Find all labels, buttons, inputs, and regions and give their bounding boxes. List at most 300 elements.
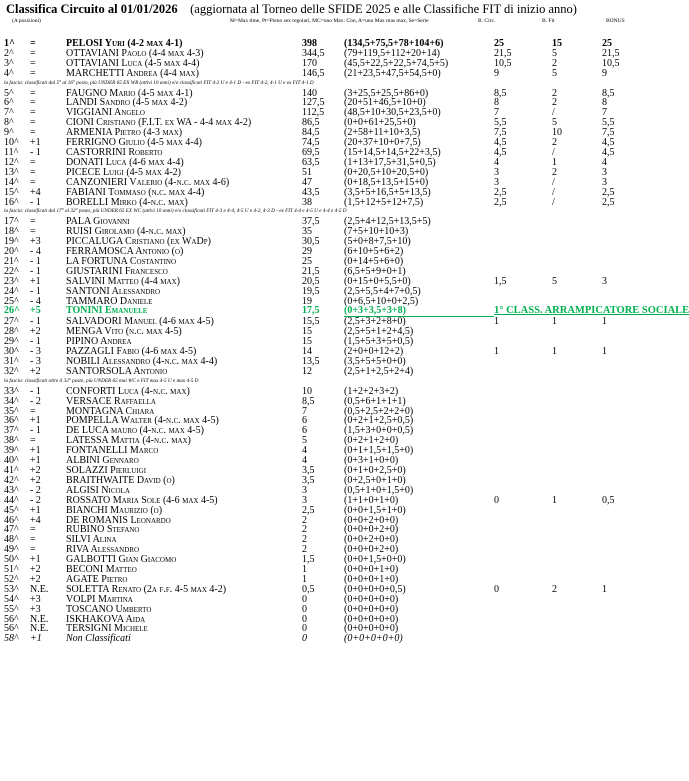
bonus-total: 2,5	[602, 196, 615, 208]
bonus-total: 7,5	[602, 127, 615, 139]
player-name: FERRIGNO Giulio (4-5 max 4-4)	[66, 137, 202, 149]
player-name: TAMMARO Daniele	[66, 295, 153, 307]
points-detail: (1,5+3+0+0+0,5)	[344, 425, 414, 437]
points-detail: (0,5+1+0+1,5+0)	[344, 484, 414, 496]
rank-variation: - 1	[30, 146, 41, 158]
rank-position: 9^	[4, 127, 14, 139]
bonus-circuit: 0	[494, 583, 499, 595]
total-points: 19	[302, 295, 312, 307]
player-name: MONTAGNA Chiara	[66, 405, 155, 417]
bonus-total	[602, 605, 656, 615]
bonus-total: 1	[602, 583, 607, 595]
bonus-fit	[552, 387, 602, 397]
bonus-total: 0,5	[602, 494, 615, 506]
rank-variation: N.E.	[30, 623, 49, 635]
rank-position: 49^	[4, 544, 19, 556]
bonus-circuit: 8	[494, 97, 499, 109]
bonus-total: 8	[602, 97, 607, 109]
bonus-total	[602, 217, 656, 227]
player-name: RIVA Alessandro	[66, 544, 139, 556]
rank-variation: - 1	[30, 385, 41, 397]
player-name: BECONI Matteo	[66, 564, 137, 576]
rank-position: 40^	[4, 455, 19, 467]
bonus-total	[602, 575, 656, 585]
player-name: SANTONI Alessandro	[66, 285, 161, 297]
player-name: LA FORTUNA Costantino	[66, 255, 177, 267]
ranking-table	[4, 38, 689, 645]
bonus-circuit	[494, 387, 552, 397]
header-bfit: B. Fit	[542, 18, 555, 24]
bonus-fit	[552, 595, 602, 605]
points-detail: (0+14+5+6+0)	[344, 255, 404, 267]
points-detail: (0+2+1+2+0)	[344, 435, 399, 447]
bonus-fit: 5	[552, 67, 557, 79]
rank-position: 41^	[4, 464, 19, 476]
bonus-fit	[552, 327, 602, 337]
bonus-circuit	[494, 506, 552, 516]
bonus-circuit	[494, 287, 552, 297]
bonus-circuit	[494, 605, 552, 615]
player-name: MENGA Vito (n.c. max 4-5)	[66, 326, 182, 338]
bonus-circuit	[494, 446, 552, 456]
bonus-total	[602, 416, 656, 426]
rank-position: 28^	[4, 326, 19, 338]
player-name: VOLPI Martina	[66, 593, 133, 605]
bonus-total	[602, 387, 656, 397]
total-points: 15	[302, 336, 312, 348]
total-points: 25	[302, 255, 312, 267]
bonus-total	[602, 535, 656, 545]
bonus-fit: 5	[552, 47, 557, 59]
total-points: 21,5	[302, 265, 320, 277]
bonus-fit	[552, 634, 602, 644]
bonus-fit	[552, 516, 602, 526]
points-detail: (3,5+5+16,5+5+13,5)	[344, 186, 431, 198]
points-detail: (2+58+11+10+3,5)	[344, 127, 421, 139]
player-name: GIUSTARINI Francesco	[66, 265, 168, 277]
points-detail: (134,5+75,5+78+104+6)	[344, 38, 444, 49]
bonus-total	[602, 506, 656, 516]
bonus-total: 1	[602, 315, 607, 327]
rank-variation: =	[30, 435, 36, 447]
total-points: 30,5	[302, 236, 320, 248]
rank-variation: =	[30, 524, 36, 536]
rank-position: 12^	[4, 156, 19, 168]
total-points: 3,5	[302, 464, 315, 476]
rank-position: 19^	[4, 236, 19, 248]
rank-position: 27^	[4, 315, 19, 327]
player-name: CANZONIERI Valerio (4-n.c. max 4-6)	[66, 176, 230, 188]
bonus-circuit	[494, 516, 552, 526]
rank-variation: +4	[30, 186, 41, 198]
points-detail: (5+0+8+7,5+10)	[344, 236, 411, 248]
bonus-circuit	[494, 357, 552, 367]
rank-position: 29^	[4, 336, 19, 348]
points-detail: (2,5+5,5+4+7+0,5)	[344, 285, 421, 297]
player-name: ALGISI Nicola	[66, 484, 130, 496]
rank-variation: +4	[30, 514, 41, 526]
bonus-circuit	[494, 466, 552, 476]
bonus-fit: /	[552, 146, 555, 158]
rank-variation: =	[30, 57, 36, 69]
bonus-fit	[552, 565, 602, 575]
ranking-row	[4, 367, 656, 377]
points-detail: (0+1+1,5+1,5+0)	[344, 445, 414, 457]
bonus-total	[602, 257, 656, 267]
bonus-circuit	[494, 525, 552, 535]
total-points: 2	[302, 514, 307, 526]
points-detail: (2,5+4+12,5+13,5+5)	[344, 216, 431, 228]
bonus-circuit: 7,5	[494, 127, 507, 139]
points-detail: (0+2,5+0+1+0)	[344, 474, 406, 486]
ranking-row	[4, 198, 656, 208]
rank-position: 34^	[4, 395, 19, 407]
rank-position: 18^	[4, 226, 19, 238]
rank-position: 53^	[4, 583, 19, 595]
total-points: 0,5	[302, 583, 315, 595]
player-name: OTTAVIANI Luca (4-5 max 4-4)	[66, 57, 200, 69]
player-name: SILVI Alina	[66, 534, 117, 546]
player-name: VIGGIANI Angelo	[66, 107, 145, 119]
rank-variation: +2	[30, 474, 41, 486]
rank-position: 26^	[4, 305, 20, 317]
bonus-fit	[552, 426, 602, 436]
player-name: SALVINI Matteo (4-4 max)	[66, 275, 180, 287]
bonus-fit	[552, 456, 602, 466]
rank-position: 7^	[4, 107, 14, 119]
bonus-total: 4,5	[602, 146, 615, 158]
player-name: PELOSI Yuri (4-2 max 4-1)	[66, 38, 183, 49]
points-detail: (0+1+0+2,5+0)	[344, 464, 406, 476]
player-name: SANTORSOLA Antonio	[66, 365, 168, 377]
bonus-fit: 2	[552, 137, 557, 149]
points-detail: (0+0+0+0+0,5)	[344, 583, 406, 595]
rank-variation: - 4	[30, 295, 41, 307]
bonus-circuit: 1	[494, 346, 499, 358]
bonus-total	[602, 555, 656, 565]
rank-variation: - 1	[30, 255, 41, 267]
points-detail: (48,5+10+30,5+23,5+0)	[344, 107, 441, 119]
bonus-fit	[552, 555, 602, 565]
bonus-total: 9	[602, 67, 607, 79]
total-points: 1	[302, 564, 307, 576]
rank-position: 46^	[4, 514, 19, 526]
bonus-total	[602, 525, 656, 535]
bonus-fit	[552, 416, 602, 426]
player-name: PIPINO Andrea	[66, 336, 132, 348]
total-points: 14	[302, 346, 312, 358]
player-name: TERSIGNI Michele	[66, 623, 148, 635]
total-points: 13,5	[302, 356, 320, 367]
bonus-circuit	[494, 327, 552, 337]
rank-variation: +1	[30, 415, 41, 427]
bonus-circuit: 21,5	[494, 47, 512, 59]
rank-position: 5^	[4, 87, 14, 99]
ranking-row	[4, 188, 656, 198]
bonus-fit: 15	[552, 38, 562, 49]
total-points: 140	[302, 87, 317, 99]
rank-position: 37^	[4, 425, 19, 437]
rank-variation: - 2	[30, 395, 41, 407]
total-points: 43,5	[302, 186, 320, 198]
bonus-total: 4	[602, 156, 607, 168]
rank-variation: +1	[30, 633, 42, 645]
rank-variation: - 2	[30, 484, 41, 496]
bonus-total: 3	[602, 275, 607, 287]
rank-position: 48^	[4, 534, 19, 546]
bonus-total: 2,5	[602, 186, 615, 198]
points-detail: (0+0+0+2+0)	[344, 544, 399, 556]
bonus-total: 1	[602, 346, 607, 358]
bonus-fit: 2	[552, 57, 557, 69]
bonus-circuit: 1	[494, 315, 499, 327]
rank-variation: - 1	[30, 196, 41, 208]
bonus-fit	[552, 624, 602, 634]
rank-position: 38^	[4, 435, 19, 447]
points-detail: (0+0+0+0+0)	[344, 633, 403, 645]
rank-position: 4^	[4, 67, 14, 79]
header-legend: M=Max time, Pt=Pieno sex regolari, MC=uno Max: Con, A=uno Max mas max, Se=Serie	[230, 18, 429, 24]
points-detail: (3+25,5+25,5+86+0)	[344, 87, 429, 99]
player-name: SALVADORI Manuel (4-6 max 4-5)	[66, 315, 214, 327]
rank-position: 6^	[4, 97, 14, 109]
rank-variation: =	[30, 117, 36, 129]
points-detail: (3,5+5+5+0+0)	[344, 356, 406, 367]
points-detail: (2,5+5+1+2+4,5)	[344, 326, 414, 338]
rank-position: 20^	[4, 246, 19, 258]
bonus-circuit: 1,5	[494, 275, 507, 287]
bonus-circuit	[494, 407, 552, 417]
bonus-total	[602, 337, 656, 347]
player-name: TONINI Emanuele	[66, 305, 148, 317]
rank-position: 32^	[4, 365, 19, 377]
fascia-note-text: la fascia: classificati dal 5° al 16° posto, più UNDER 65 EX WB (attivi 10 anni) e/o classificati FIT 4-2 U e 4-1 D - ex FIT 4-2, 4-1 U e ex FIT 4-1 D	[4, 79, 314, 86]
rank-position: 23^	[4, 275, 19, 287]
bonus-fit	[552, 247, 602, 257]
bonus-circuit	[494, 575, 552, 585]
points-detail: (0+0+0+0+0)	[344, 593, 399, 605]
rank-variation: +1	[30, 275, 41, 287]
bonus-circuit	[494, 595, 552, 605]
bonus-total	[602, 357, 656, 367]
bonus-fit	[552, 217, 602, 227]
player-name: AGATE Pietro	[66, 573, 128, 585]
bonus-circuit	[494, 565, 552, 575]
bonus-circuit: 4,5	[494, 146, 507, 158]
ranking-row	[4, 506, 656, 516]
player-name: PALA Giovanni	[66, 216, 130, 228]
rank-position: 15^	[4, 186, 19, 198]
points-detail: (2+0+0+12+2)	[344, 346, 404, 358]
total-points: 6	[302, 415, 307, 427]
total-points: 0	[302, 603, 307, 615]
rank-variation: =	[30, 226, 36, 238]
bonus-circuit: 3	[494, 176, 499, 188]
total-points: 63,5	[302, 156, 320, 168]
points-detail: (15+14,5+14,5+22+3,5)	[344, 146, 441, 158]
rank-variation: +2	[30, 464, 41, 476]
total-points: 3,5	[302, 474, 315, 486]
points-detail: (7+5+10+10+3)	[344, 226, 409, 238]
player-name: DE ROMANIS Leonardo	[66, 514, 171, 526]
points-detail: (0+0+0+0+0)	[344, 613, 399, 625]
total-points: 15	[302, 326, 312, 338]
player-name: FAUGNO Mario (4-5 max 4-1)	[66, 87, 193, 99]
bonus-fit	[552, 535, 602, 545]
title-sub: (aggiornata al Torneo delle SFIDE 2025 e alle Classifiche FIT di inizio anno)	[190, 2, 577, 16]
rank-variation: =	[30, 166, 36, 178]
header-bcirc: B. Circ.	[478, 18, 496, 24]
bonus-circuit	[494, 337, 552, 347]
bonus-circuit	[494, 426, 552, 436]
bonus-fit: 2	[552, 97, 557, 109]
total-points: 15,5	[302, 315, 320, 327]
rank-variation: +1	[30, 504, 41, 516]
bonus-fit	[552, 367, 602, 377]
rank-position: 44^	[4, 494, 19, 506]
total-points: 8,5	[302, 395, 315, 407]
player-name: RUBINO Stefano	[66, 524, 140, 536]
player-name: TOSCANO Umberto	[66, 603, 152, 615]
total-points: 170	[302, 57, 317, 69]
rank-position: 24^	[4, 285, 19, 297]
bonus-circuit	[494, 486, 552, 496]
player-name: SOLAZZI Pierluigi	[66, 464, 147, 476]
bonus-fit	[552, 407, 602, 417]
bonus-fit	[552, 337, 602, 347]
bonus-circuit	[494, 535, 552, 545]
points-detail: (20+37+10+0+7,5)	[344, 137, 421, 149]
rank-variation: =	[30, 87, 36, 99]
rank-variation: +1	[30, 445, 41, 457]
points-detail: (0+20,5+10+20,5+0)	[344, 166, 429, 178]
total-points: 12	[302, 365, 312, 377]
bonus-total: 21,5	[602, 47, 620, 59]
points-detail: (0+0+0+1+0)	[344, 564, 399, 576]
total-points: 146,5	[302, 67, 325, 79]
rank-position: 42^	[4, 474, 19, 486]
bonus-circuit	[494, 456, 552, 466]
bonus-fit	[552, 525, 602, 535]
player-name: ALBINI Gennaro	[66, 455, 139, 467]
bonus-circuit: 7	[494, 107, 499, 119]
bonus-fit: /	[552, 176, 555, 188]
bonus-total	[602, 516, 656, 526]
points-detail: (1+1+0+1+0)	[344, 494, 399, 506]
rank-variation: +5	[30, 305, 41, 317]
total-points: 17,5	[302, 305, 320, 317]
points-detail: (0,5+6+1+1+1)	[344, 395, 406, 407]
points-detail: (0+2+1+2,5+0,5)	[344, 415, 414, 427]
bonus-fit	[552, 237, 602, 247]
total-points: 2	[302, 524, 307, 536]
player-name: CIONI Cristiano (F.I.T. ex WA - 4-4 max 4-2)	[66, 117, 252, 129]
bonus-circuit: 3	[494, 166, 499, 178]
rank-variation: - 3	[30, 356, 41, 367]
total-points: 398	[302, 38, 317, 49]
player-name: FABIANI Tommaso (n.c. max 4-4)	[66, 186, 205, 198]
bonus-circuit	[494, 217, 552, 227]
player-name: LATESSA Mattia (4-n.c. max)	[66, 435, 191, 447]
bonus-total	[602, 327, 656, 337]
rank-position: 17^	[4, 216, 19, 228]
total-points: 86,5	[302, 117, 320, 129]
rank-variation: +1	[30, 554, 41, 566]
bonus-total	[602, 397, 656, 407]
rank-variation: =	[30, 38, 36, 49]
rank-position: 51^	[4, 564, 19, 576]
points-detail: (1,5+5+3+5+0,5)	[344, 336, 414, 348]
rank-variation: +3	[30, 593, 41, 605]
rank-variation: =	[30, 176, 36, 188]
player-name: DE LUCA mauro (4-n.c. max 4-5)	[66, 425, 204, 437]
bonus-circuit	[494, 397, 552, 407]
total-points: 2,5	[302, 504, 315, 516]
rank-variation: =	[30, 47, 36, 59]
total-points: 37,5	[302, 216, 320, 228]
points-detail: (21+23,5+47,5+54,5+0)	[344, 67, 441, 79]
bonus-circuit	[494, 545, 552, 555]
bonus-fit: 5	[552, 275, 557, 287]
bonus-circuit: 10,5	[494, 57, 512, 69]
bonus-circuit	[494, 237, 552, 247]
bonus-circuit: 4,5	[494, 137, 507, 149]
total-points: 2	[302, 544, 307, 556]
bonus-circuit	[494, 634, 552, 644]
bonus-total: 3	[602, 166, 607, 178]
rank-variation: +3	[30, 603, 41, 615]
player-name: ROSSATO Maria Sole (4-6 max 4-5)	[66, 494, 218, 506]
player-name: VERSACE Raffaella	[66, 395, 156, 407]
rank-variation: =	[30, 107, 36, 119]
bonus-fit: /	[552, 186, 555, 198]
player-name: ARMENIA Pietro (4-3 max)	[66, 127, 183, 139]
bonus-total	[602, 367, 656, 377]
points-detail: (0+0+1,5+1+0)	[344, 504, 406, 516]
rank-variation: +2	[30, 365, 41, 377]
rank-position: 10^	[4, 137, 19, 149]
bonus-fit	[552, 227, 602, 237]
rank-variation: =	[30, 156, 36, 168]
rank-variation: - 3	[30, 346, 41, 358]
rank-position: 35^	[4, 405, 19, 417]
bonus-circuit	[494, 624, 552, 634]
bonus-circuit	[494, 555, 552, 565]
player-name: FERRAMOSCA Antonio (o)	[66, 246, 184, 258]
points-detail: (45,5+22,5+22,5+74,5+5)	[344, 57, 449, 69]
rank-variation: +1	[30, 137, 41, 149]
bonus-fit: 10	[552, 127, 562, 139]
bonus-circuit: 25	[494, 38, 504, 49]
bonus-total	[602, 624, 656, 634]
total-points: 74,5	[302, 137, 320, 149]
bonus-total: 3	[602, 176, 607, 188]
bonus-fit: 5	[552, 117, 557, 129]
bonus-circuit: 5,5	[494, 117, 507, 129]
rank-variation: - 1	[30, 425, 41, 437]
rank-position: 56^	[4, 623, 19, 635]
bonus-fit: 1	[552, 346, 557, 358]
total-points: 1,5	[302, 554, 315, 566]
points-detail: (0+0+61+25,5+0)	[344, 117, 416, 129]
points-detail: (0+18,5+13,5+15+0)	[344, 176, 429, 188]
rank-position: 8^	[4, 117, 14, 129]
fascia-note-text: la fascia: classificati dal 17° al 32° posto, più UNDER 65 EX WC (attivi 10 anni) e/o classificati FIT 4-3 e 4-4, 4-5 U e 4-2, 4-3 D - ex FIT 4-4 e 4-5 U e 4-4 e 4-5 D	[4, 208, 347, 215]
player-name: CASTORRINI Roberto	[66, 146, 163, 158]
rank-position: 22^	[4, 265, 19, 277]
total-points: 51	[302, 166, 312, 178]
total-points: 47	[302, 176, 312, 188]
